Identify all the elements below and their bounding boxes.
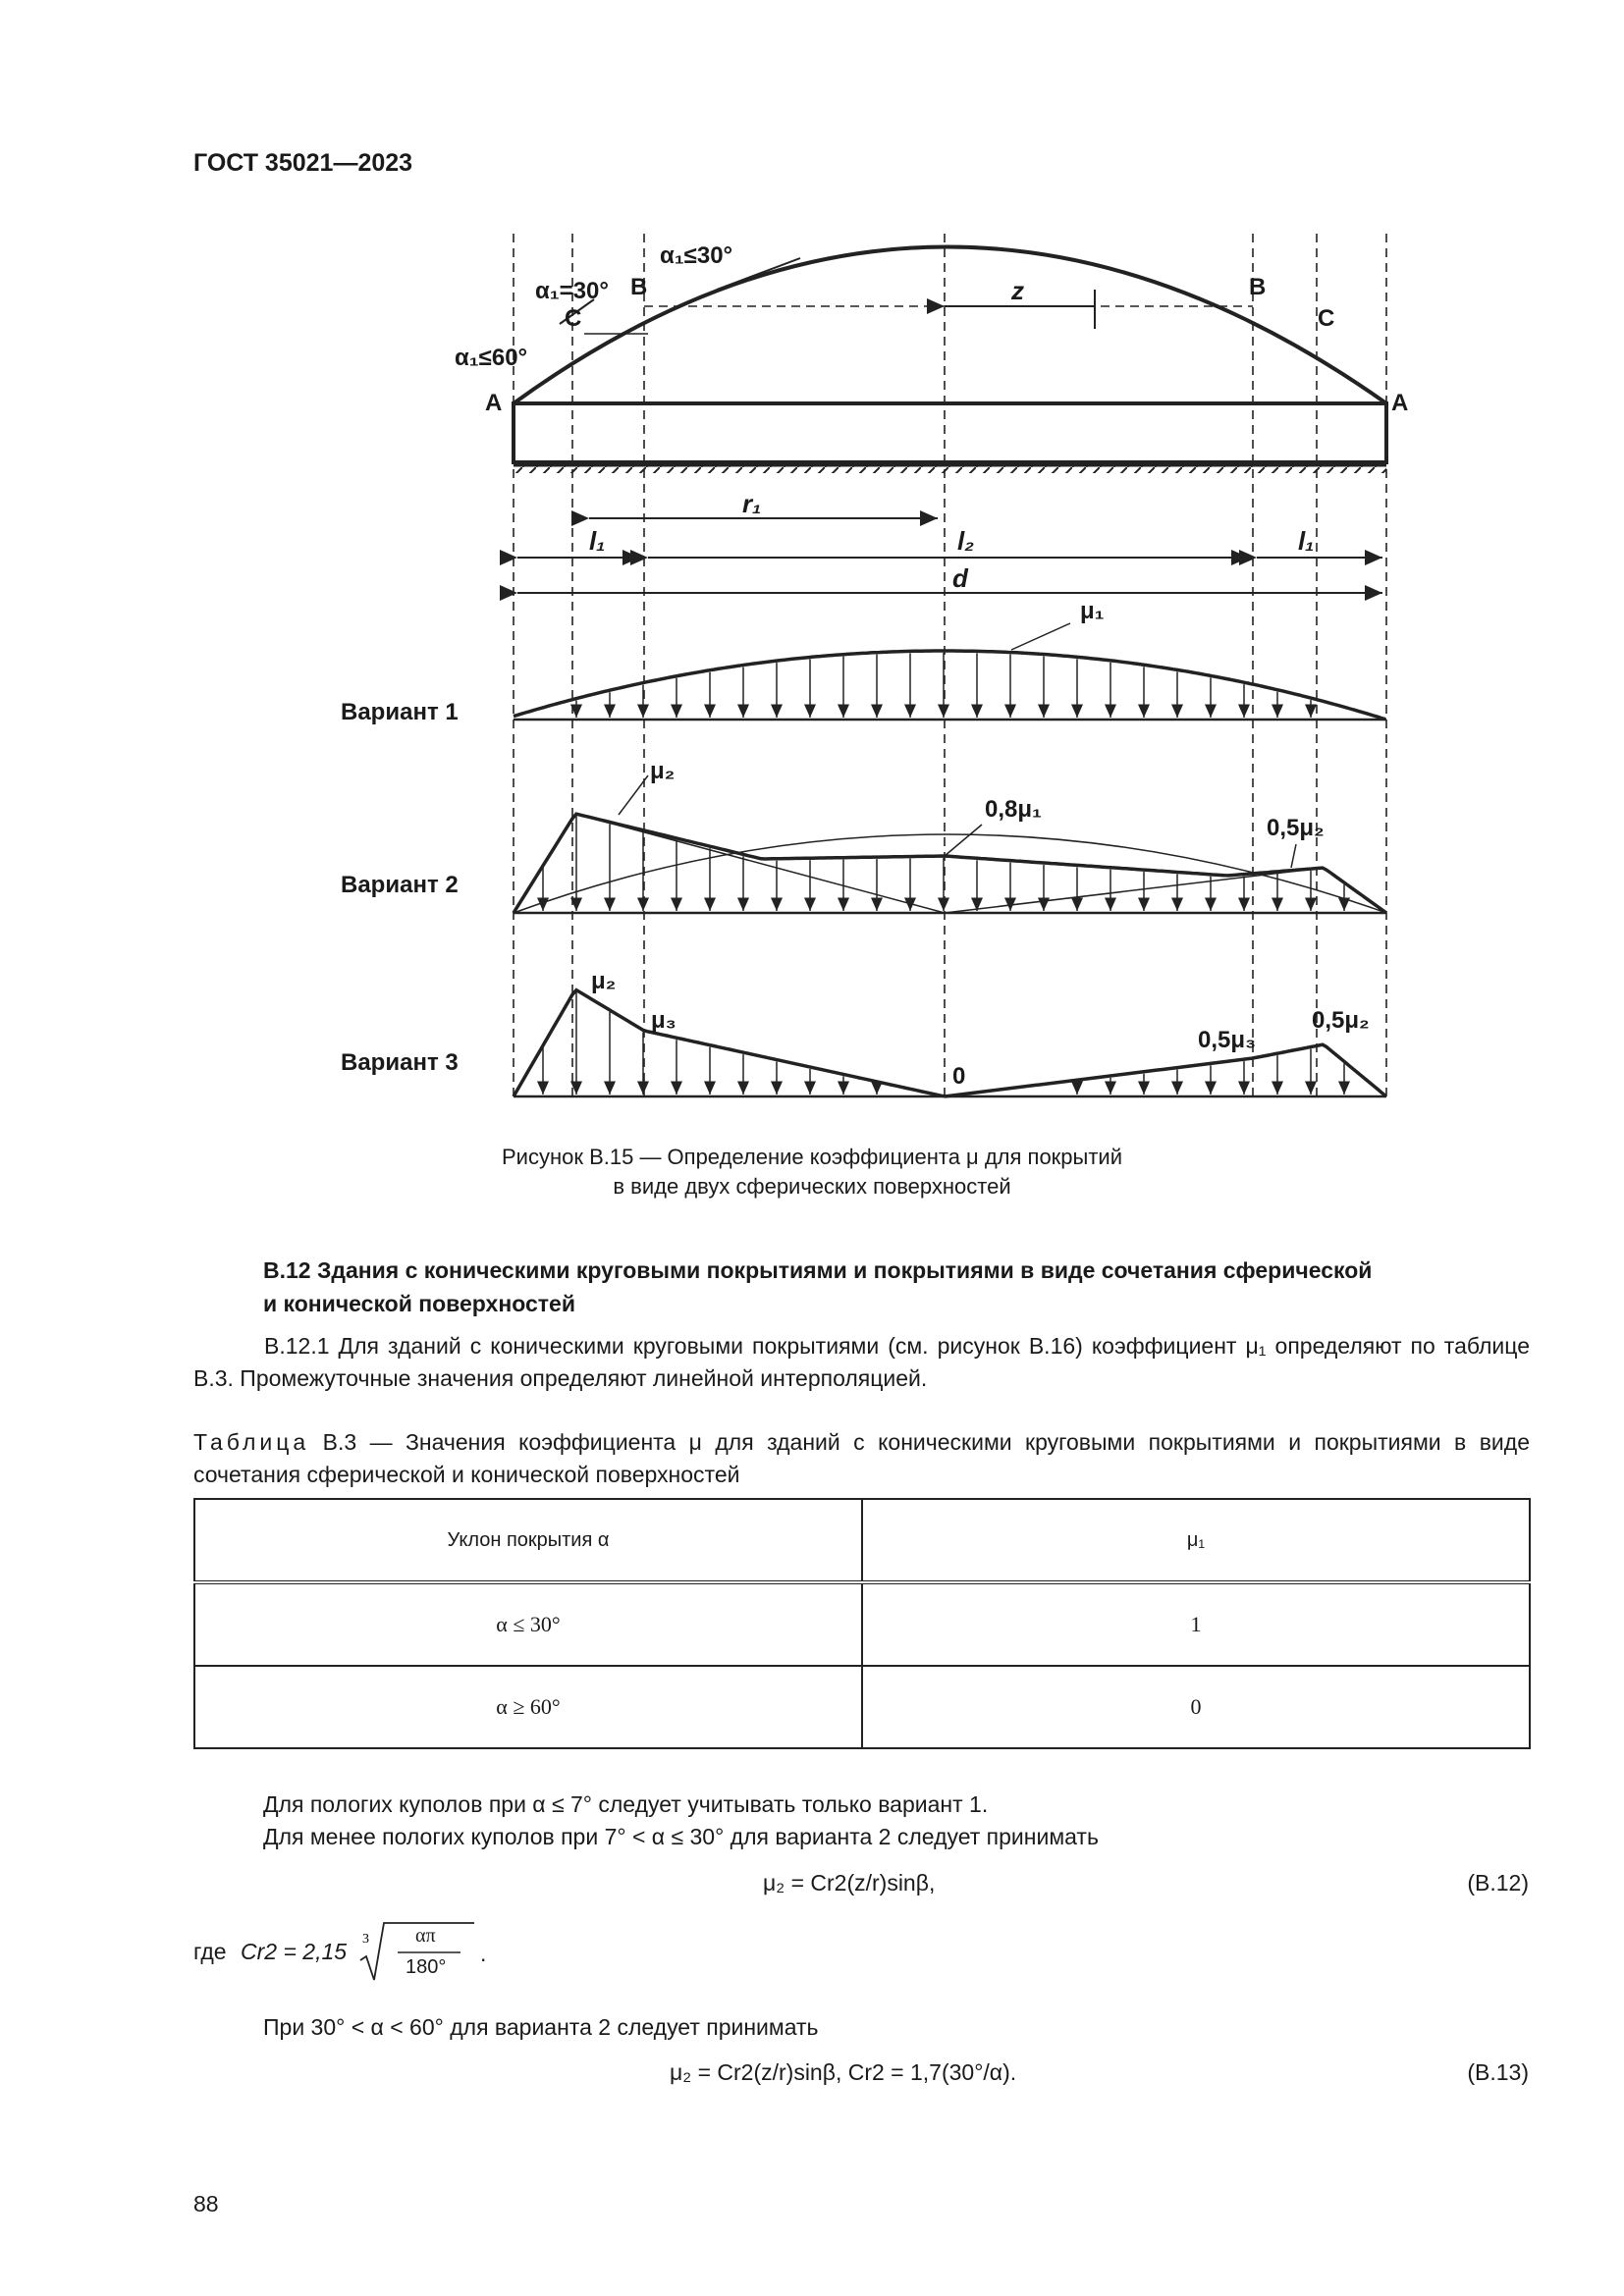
document-header: ГОСТ 35021—2023 — [193, 149, 413, 177]
paragraph-b12-1 — [193, 1330, 1530, 1396]
label-05mu2-v3: 0,5μ₂ — [1312, 1007, 1370, 1034]
table-title-rest: В.3 — Значения коэффициента μ для зданий с коническими круговыми покрытиями и покрытиями в виде сочетания сферической и конической поверхностей — [193, 1429, 1530, 1488]
cr2-formula: Cr2 = 2,15 — [241, 1939, 348, 1964]
table-row — [194, 1666, 1530, 1748]
dimension-lines — [514, 234, 1386, 1099]
paragraph-text: В.12.1 Для зданий с коническими круговыми покрытиями (см. рисунок В.16) коэффициент μ₁ определяют по таблице В.3. Промежуточные значения определяют линейной интерполяцией. — [193, 1333, 1530, 1392]
where-word: где — [193, 1939, 227, 1964]
label-alpha-eq30: α₁=30° — [535, 278, 609, 304]
label-05mu2-v2: 0,5μ₂ — [1267, 815, 1325, 841]
table-header-row — [194, 1499, 1530, 1582]
label-variant-3: Вариант 3 — [341, 1049, 459, 1076]
figure-labels — [341, 242, 1408, 1090]
text-line-1: Для пологих куполов при α ≤ 7° следует учитывать только вариант 1. — [263, 1791, 989, 1817]
label-r1: r₁ — [742, 489, 762, 518]
header-mu1: μ₁ — [862, 1499, 1530, 1582]
label-b-left: B — [630, 274, 648, 300]
label-z: z — [1011, 276, 1024, 305]
equation-b12-number: (В.12) — [1467, 1870, 1529, 1896]
text-line-2: Для менее пологих куполов при 7° < α ≤ 30° для варианта 2 следует принимать — [263, 1824, 1099, 1849]
fraction-numerator: απ — [415, 1925, 436, 1947]
page-number: 88 — [193, 2191, 219, 2216]
label-l1-right: l₁ — [1298, 526, 1315, 556]
label-mu2-v2: μ₂ — [650, 758, 676, 784]
cr2-definition — [193, 1919, 586, 1988]
label-b-right: B — [1249, 274, 1267, 300]
label-c-left: C — [565, 305, 582, 332]
figure-caption-line1: Рисунок В.15 — Определение коэффициента μ для покрытий — [501, 1145, 1123, 1169]
leader-line — [1291, 844, 1296, 868]
label-l1-left: l₁ — [589, 526, 606, 556]
cell-slope: α ≤ 30° — [194, 1582, 862, 1666]
label-zero: 0 — [952, 1063, 966, 1090]
leader-line — [1011, 623, 1070, 650]
cell-mu: 0 — [862, 1666, 1530, 1748]
label-l2: l₂ — [957, 526, 975, 556]
label-c-right: C — [1318, 305, 1335, 332]
table-title — [193, 1426, 1530, 1492]
label-mu3: μ₃ — [651, 1007, 677, 1034]
svg-text:3: 3 — [362, 1932, 369, 1947]
label-a-right: A — [1391, 390, 1409, 416]
cell-mu: 1 — [862, 1582, 1530, 1666]
figure-caption-line2: в виде двух сферических поверхностей — [613, 1174, 1011, 1199]
label-variant-2: Вариант 2 — [341, 872, 459, 898]
label-mu1: μ₁ — [1080, 598, 1105, 624]
label-variant-1: Вариант 1 — [341, 699, 459, 725]
label-08mu1: 0,8μ₁ — [985, 796, 1042, 823]
label-a-left: A — [485, 390, 503, 416]
equation-b13: μ₂ = Cr2(z/r)sinβ, Cr2 = 1,7(30°/α). — [670, 2059, 1017, 2085]
fraction-denominator: 180° — [406, 1956, 447, 1978]
label-alpha-le30: α₁≤30° — [660, 242, 733, 269]
label-d: d — [952, 563, 968, 593]
table-b3 — [193, 1498, 1531, 1749]
text-line-3: При 30° < α < 60° для варианта 2 следует принимать — [263, 2014, 819, 2040]
cell-slope: α ≥ 60° — [194, 1666, 862, 1748]
label-mu2-v3: μ₂ — [591, 968, 617, 994]
table-row — [194, 1582, 1530, 1666]
section-heading-line2: и конической поверхностей — [263, 1291, 575, 1316]
label-05mu3: 0,5μ₃ — [1198, 1027, 1257, 1053]
equation-b12: μ₂ = Cr2(z/r)sinβ, — [763, 1870, 936, 1896]
header-slope: Уклон покрытия α — [194, 1499, 862, 1582]
section-heading-line1: В.12 Здания с коническими круговыми покрытиями и покрытиями в виде сочетания сферической — [263, 1257, 1373, 1283]
label-alpha-le60: α₁≤60° — [455, 345, 528, 371]
equation-b13-number: (В.13) — [1467, 2059, 1529, 2085]
leader-line — [945, 825, 982, 856]
table-title-word: Таблица — [193, 1429, 310, 1455]
period: . — [480, 1941, 487, 1966]
